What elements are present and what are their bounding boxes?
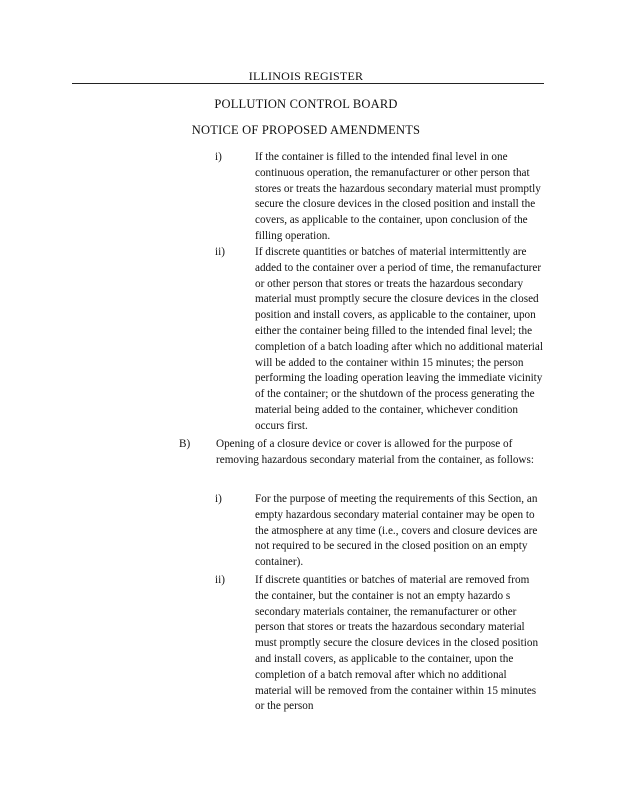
item-text: If discrete quantities or batches of material intermittently are added to the container over a period of time, the remanufacturer or other person that stores or treats the hazardous secondary material must promptly secure the closure devices in the closed position and install covers, as applicable to the container, upon either the container being filled to the intended final level; the completion of a batch loading after which no additional material will be added to the container within 15 minutes; the person performing the loading operation leaving the immediate vicinity of the container; or the shutdown of the process generating the material being added to the container, whichever condition occurs first. xyxy=(255,246,543,432)
item-marker: B) xyxy=(179,438,191,450)
register-title: ILLINOIS REGISTER xyxy=(248,69,364,83)
item-marker: i) xyxy=(215,493,222,505)
header-divider xyxy=(72,83,544,84)
notice-title: NOTICE OF PROPOSED AMENDMENTS xyxy=(191,123,421,137)
board-title: POLLUTION CONTROL BOARD xyxy=(214,97,398,111)
item-marker: i) xyxy=(215,151,222,163)
item-marker: ii) xyxy=(215,246,225,258)
item-marker: ii) xyxy=(215,574,225,586)
item-text: If discrete quantities or batches of material are removed from the container, but the container is not an empty hazardo s secondary materials container, the remanufacturer or other person that stores or treats the hazardous secondary material must promptly secure the closure devices in the closed position and install covers, as applicable to the container, upon the completion of a batch removal after which no additional material will be removed from the container within 15 minutes or the person xyxy=(255,574,539,713)
item-text: If the container is filled to the intended final level in one continuous operation, the remanufacturer or other person that stores or treats the hazardous secondary material must promptly secure the closure devices in the closed position and install the covers, as applicable to the container, upon conclusion of the filling operation. xyxy=(255,151,541,242)
item-text: For the purpose of meeting the requirements of this Section, an empty hazardous secondary material container may be open to the atmosphere at any time (i.e., covers and closure devices are not required to be secured in the closed position on an empty container). xyxy=(255,493,538,569)
item-text: Opening of a closure device or cover is allowed for the purpose of removing hazardous secondary material from the container, as follows: xyxy=(216,438,534,466)
